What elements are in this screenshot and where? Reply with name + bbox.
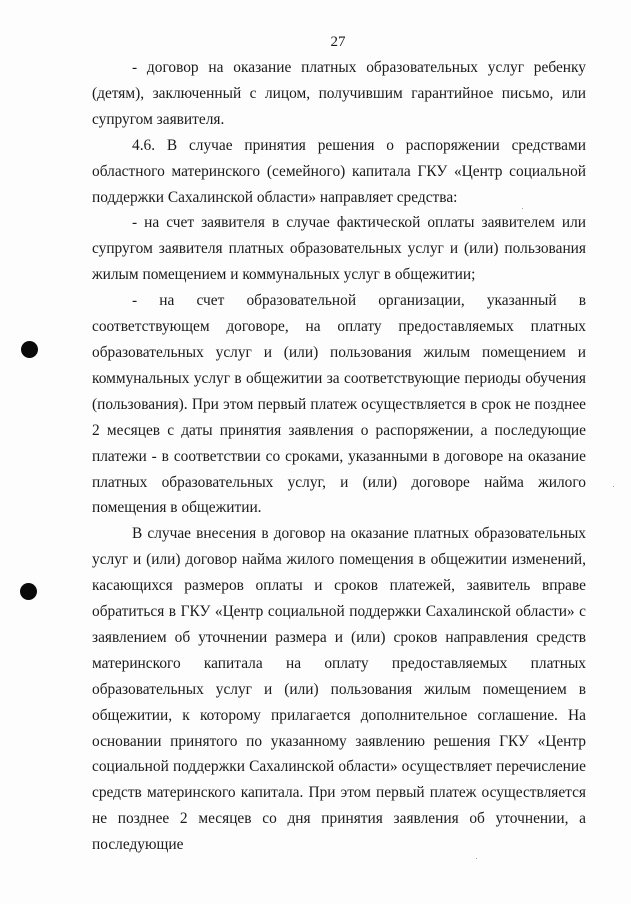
paragraph: - договор на оказание платных образовательных услуг ребенку (детям), заключенный с лицом, получившим гарантийное письмо, или супругом заявителя.: [92, 59, 586, 128]
scan-speck: [613, 486, 614, 487]
scan-speck: [476, 858, 477, 859]
paragraph: - на счет заявителя в случае фактической оплаты заявителем или супругом заявителя платных образовательных услуг и (или) пользования жилым помещением и коммунальных услуг в общежитии;: [92, 214, 586, 284]
punch-hole-icon: [20, 583, 37, 600]
paragraph: - на счет образовательной организации, указанный в соответствующем договоре, на оплату предоставляемых платных образовательных услуг и (или) пользования жилым помещением и коммунальных услуг в общежитии за соответствующие периоды обучения (пользования). При этом первый платеж осуществляется в срок не позднее 2 месяцев с даты принятия заявления о распоряжении, а последующие платежи - в соответствии со сроками, указанными в договоре на оказание платных образовательных услуг, и (или) договоре найма жилого помещения в общежитии.: [92, 292, 586, 517]
page-number: 27: [330, 34, 346, 50]
paragraph: 4.6. В случае принятия решения о распоряжении средствами областного материнского (семейного) капитала ГКУ «Центр социальной поддержки Сахалинской области» направляет средства:: [92, 136, 586, 206]
punch-hole-icon: [21, 341, 38, 358]
body-text: [92, 55, 586, 858]
paragraph: В случае внесения в договор на оказание платных образовательных услуг и (или) договор найма жилого помещения в общежитии изменений, касающихся размеров оплаты и сроков платежей, заявитель вправе обратиться в ГКУ «Центр социальной поддержки Сахалинской области» с заявлением об уточнении размера и (или) сроков направления средств материнского капитала на оплату предоставляемых платных образовательных услуг и (или) пользования жилым помещением в общежитии, к которому прилагается дополнительное соглашение. На основании принятого по указанному заявлению решения ГКУ «Центр социальной поддержки Сахалинской области» осуществляет перечисление средств материнского капитала. При этом первый платеж осуществляется не позднее 2 месяцев со дня принятия заявления об уточнении, а последующие: [92, 525, 586, 854]
